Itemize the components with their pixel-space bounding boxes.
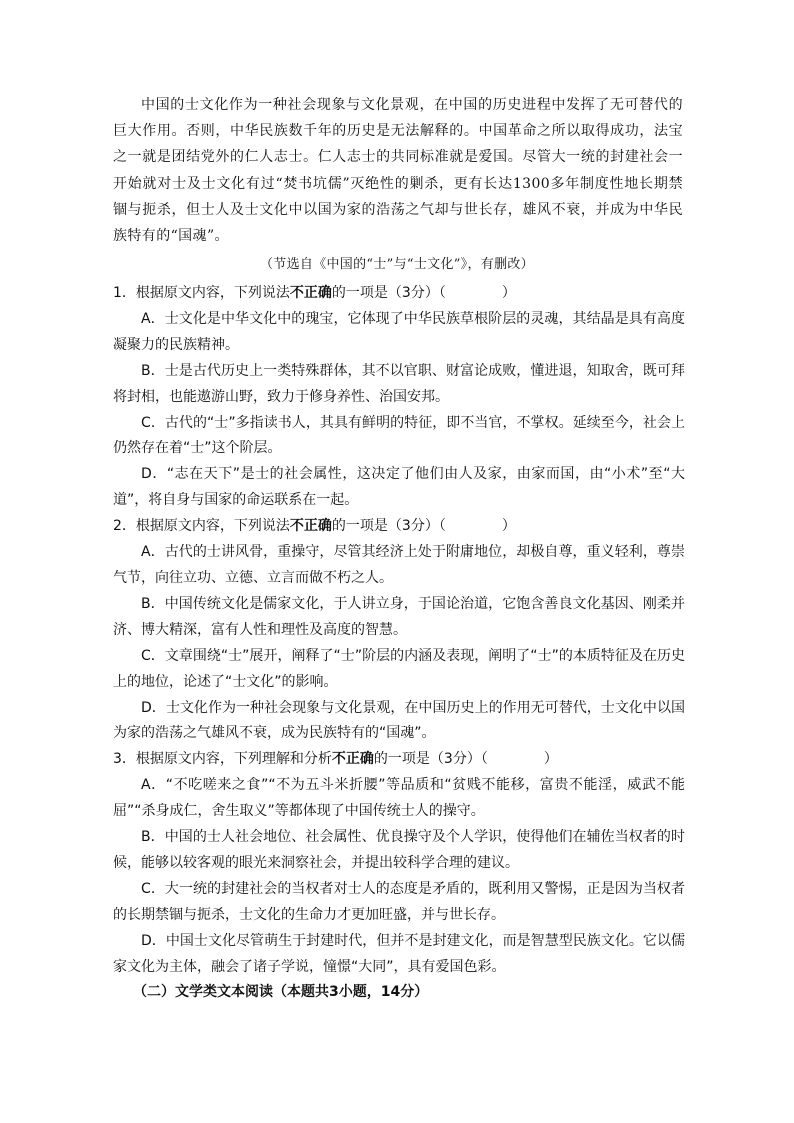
stem-text-end: 的一项是（3分）（ ） [331,285,516,301]
option-c: C．古代的“士”多指读书人，其具有鲜明的特征，即不当官，不掌权。延续至今，社会上仍然存在着“士”这个阶层。 [113,414,685,457]
passage-excerpt [113,92,683,249]
option-b: B．士是古代历史上一类特殊群体，其不以官职、财富论成败，懂进退，知取舍，既可拜将封相，也能遨游山野，致力于修身养性、治国安邦。 [113,362,685,405]
stem-emphasis: 不正确 [289,518,332,535]
question-2 [113,514,685,747]
passage-source-citation: （节选自《中国的“士”与“士文化”》，有删改） [260,257,534,272]
stem-emphasis: 不正确 [331,751,374,768]
section-heading: （二）文学类文本阅读（本题共3小题，14分） [133,984,429,1001]
option-d: D．士文化作为一种社会现象与文化景观，在中国历史上的作用无可替代，士文化中以国为家的浩荡之气雄风不衰，成为民族特有的“国魂”。 [113,699,685,742]
question-stem [113,747,685,773]
passage-paragraph: 中国的士文化作为一种社会现象与文化景观，在中国的历史进程中发挥了无可替代的巨大作用。否则，中华民族数千年的历史是无法解释的。中国革命之所以取得成功，法宝之一就是团结党外的仁人志士。仁人志士的共同标准就是爱国。尽管大一统的封建社会一开始就对士及士文化有过“焚书坑儒”灭绝性的剿杀，更有长达1300多年制度性地长期禁锢与扼杀，但士人及士文化中以国为家的浩荡之气却与世长存，雄风不衰，并成为中华民族特有的“国魂”。 [113,97,683,245]
stem-text: 3．根据原文内容，下列理解和分析 [113,751,332,768]
question-1 [113,281,685,514]
question-stem [113,514,685,540]
question-3 [113,747,685,980]
option-a: A．士文化是中华文化中的瑰宝，它体现了中华民族草根阶层的灵魂，其结晶是具有高度凝聚力的民族精神。 [113,310,685,353]
question-stem [113,281,685,307]
stem-text: 2．根据原文内容，下列说法 [113,518,290,535]
option-c: C．大一统的封建社会的当权者对士人的态度是矛盾的，既利用又警惕，正是因为当权者的长期禁锢与扼杀，士文化的生命力才更加旺盛，并与世长存。 [113,880,685,923]
question-list [113,281,685,1006]
stem-text: 1．根据原文内容，下列说法 [113,285,290,301]
option-b: B．中国传统文化是儒家文化，于人讲立身，于国论治道，它饱含善良文化基因、刚柔并济、博大精深，富有人性和理性及高度的智慧。 [113,595,685,638]
stem-text-end: 的一项是（3分）（ ） [331,518,516,535]
stem-text-end: 的一项是（3分）（ ） [373,751,558,768]
option-a: A．“不吃嗟来之食”“不为五斗米折腰”等品质和“贫贱不能移，富贵不能淫，威武不能屈”“杀身成仁，舍生取义”等都体现了中国传统士人的操守。 [113,777,685,820]
option-c: C．文章围绕“士”展开，阐释了“士”阶层的内涵及表现，阐明了“士”的本质特征及在历史上的地位，论述了“士文化”的影响。 [113,647,685,690]
option-b: B．中国的士人社会地位、社会属性、优良操守及个人学识，使得他们在辅佐当权者的时候，能够以较客观的眼光来洞察社会，并提出较科学合理的建议。 [113,829,685,871]
option-d: D．“志在天下”是士的社会属性，这决定了他们由人及家，由家而国，由“小术”至“大道”，将自身与国家的命运联系在一起。 [113,466,685,509]
option-a: A．古代的士讲风骨，重操守，尽管其经济上处于附庸地位，却极自尊，重义轻利，尊崇气节，向往立功、立德、立言而做不朽之人。 [113,544,685,586]
option-d: D．中国士文化尽管萌生于封建时代，但并不是封建文化，而是智慧型民族文化。它以儒家文化为主体，融会了诸子学说，憧憬“大同”，具有爱国色彩。 [113,932,685,975]
stem-emphasis: 不正确 [289,285,332,301]
